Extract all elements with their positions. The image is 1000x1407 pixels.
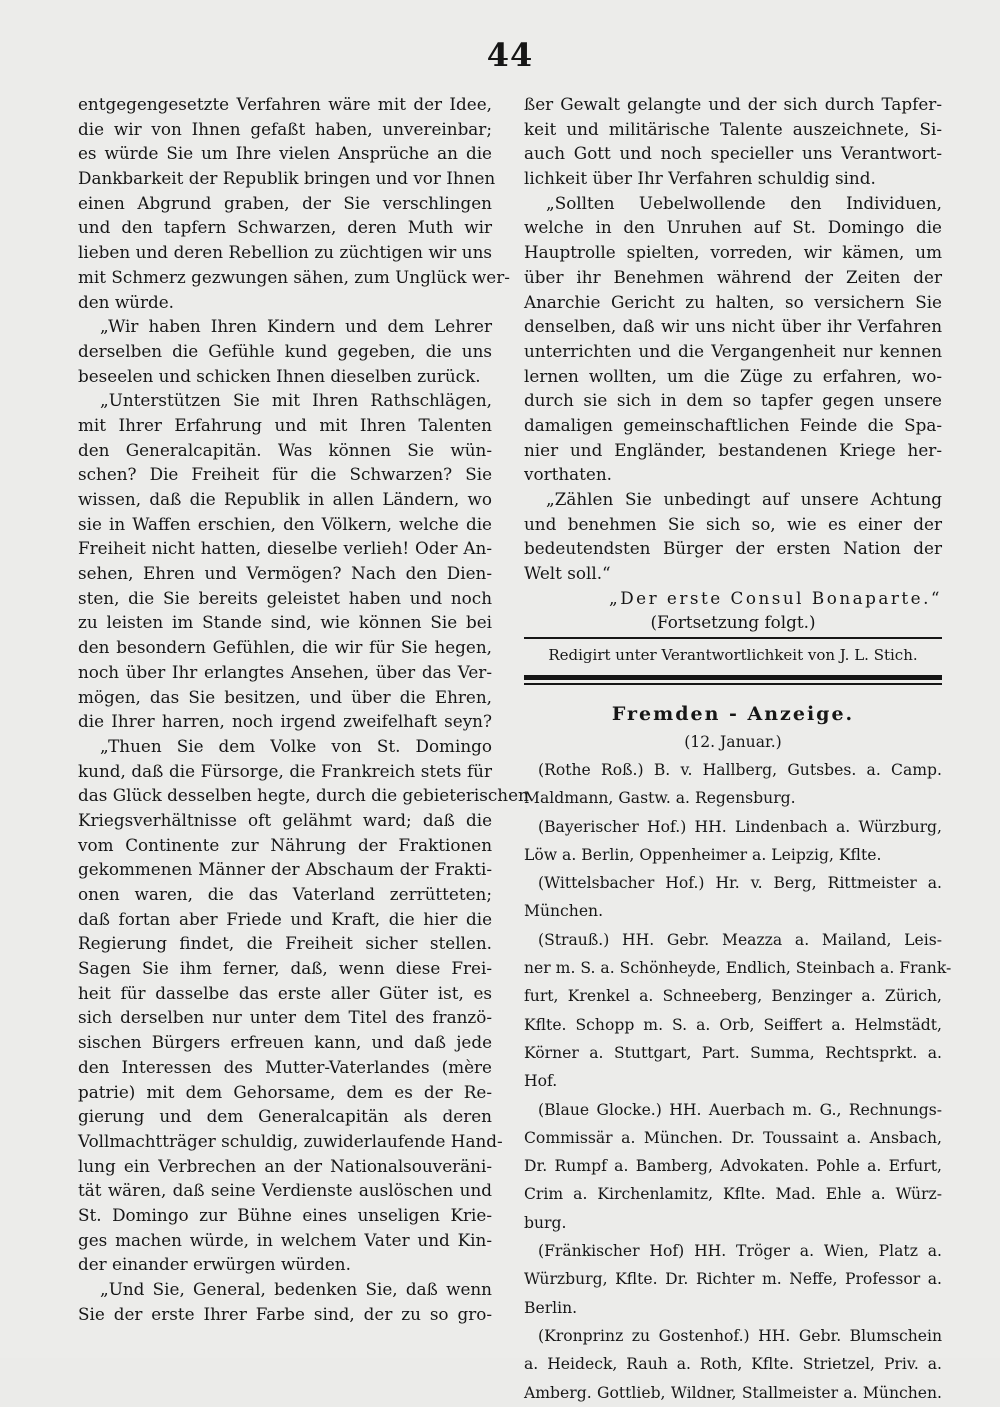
fremden-anzeige-section <box>524 700 952 1407</box>
text-line: der einander erwürgen würden. <box>78 1254 351 1275</box>
text-line: ges machen würde, in welchem Vater und Kin- <box>78 1229 492 1250</box>
text-line: den besondern Gefühlen, die wir für Sie hegen, <box>78 637 492 658</box>
text-line: lieben und deren Rebellion zu züchtigen wir uns <box>78 242 492 263</box>
fremden-entry-line: (Rothe Roß.) B. v. Hallberg, Gutsbes. a. Camp. <box>538 761 942 779</box>
text-line: denselben, daß wir uns nicht über ihr Verfahren <box>524 316 942 337</box>
text-line: wissen, daß die Republik in allen Ländern, wo <box>78 489 492 509</box>
fremden-entry-line: Dr. Rumpf a. Bamberg, Advokaten. Pohle a. Erfurt, <box>524 1157 942 1176</box>
text-line: Kriegsverhältnisse oft gelähmt ward; daß die <box>78 809 492 830</box>
text-line: heit für dasselbe das erste aller Güter ist, es <box>78 982 492 1003</box>
fremden-entry-line: (Blaue Glocke.) HH. Auerbach m. G., Rechnungs- <box>538 1100 942 1119</box>
fremden-entry-line: (Strauß.) HH. Gebr. Meazza a. Mailand, Leis- <box>538 930 942 949</box>
text-line: über ihr Benehmen während der Zeiten der <box>524 266 942 287</box>
text-line: lernen wollten, um die Züge zu erfahren, wo- <box>524 365 942 386</box>
text-line: nier und Engländer, bestandenen Kriege her- <box>524 439 942 460</box>
text-line: tät wären, daß seine Verdienste auslöschen und <box>78 1180 492 1201</box>
text-line: es würde Sie um Ihre vielen Ansprüche an die <box>78 143 492 164</box>
fremden-entry-line: burg. <box>524 1213 567 1232</box>
text-line: durch sie sich in dem so tapfer gegen unsere <box>524 390 942 411</box>
fremden-entry-line: Körner a. Stuttgart, Part. Summa, Rechtsprkt. a. <box>524 1043 942 1062</box>
text-line: derselben die Gefühle kund gegeben, die uns <box>78 340 492 361</box>
fremden-entry-line: Commissär a. München. Dr. Toussaint a. Ansbach, <box>524 1128 942 1147</box>
fremden-entry-line: (Bayerischer Hof.) HH. Lindenbach a. Würzburg, <box>538 817 942 836</box>
text-line: St. Domingo zur Bühne eines unseligen Krie- <box>78 1204 492 1225</box>
text-line: welche in den Unruhen auf St. Domingo die <box>524 217 942 238</box>
text-line: sischen Bürgers erfreuen kann, und daß jede <box>78 1032 492 1053</box>
fremden-entry-line: Amberg. Gottlieb, Wildner, Stallmeister a. München. <box>524 1383 942 1402</box>
text-line: die Ihrer harren, noch irgend zweifelhaft seyn? <box>78 711 492 732</box>
text-line: sich derselben nur unter dem Titel des franzö- <box>78 1007 492 1028</box>
text-line: und den tapfern Schwarzen, deren Muth wir <box>78 217 492 238</box>
text-line: sehen, Ehren und Vermögen? Nach den Dien- <box>78 563 492 584</box>
fremden-date: (12. Januar.) <box>684 733 782 751</box>
text-line: vorthaten. <box>524 464 612 485</box>
text-line: keit und militärische Talente auszeichnete, Si- <box>524 118 942 139</box>
text-line: das Glück desselben hegte, durch die gebieterischen <box>78 785 529 806</box>
text-line: „Und Sie, General, bedenken Sie, daß wenn <box>100 1279 492 1299</box>
fremden-entry-line: Maldmann, Gastw. a. Regensburg. <box>524 789 796 808</box>
fremden-list <box>524 756 952 1407</box>
text-line: (Fortsetzung folgt.) <box>650 612 816 633</box>
fremden-entry-line: Löw a. Berlin, Oppenheimer a. Leipzig, Kflte. <box>524 845 882 864</box>
text-line: den würde. <box>78 291 175 312</box>
text-line: Anarchie Gericht zu halten, so versichern Sie <box>524 291 942 312</box>
text-line: patrie) mit dem Gehorsame, dem es der Re- <box>78 1081 492 1102</box>
fremden-entry-line: furt, Krenkel a. Schneeberg, Benzinger a. Zürich, <box>524 987 942 1006</box>
text-line: beseelen und schicken Ihnen dieselben zurück. <box>78 365 481 386</box>
text-line: lung ein Verbrechen an der Nationalsouveräni- <box>78 1155 492 1176</box>
fremden-entry-line: (Fränkischer Hof) HH. Tröger a. Wien, Platz a. <box>538 1242 942 1261</box>
text-line: einen Abgrund graben, der Sie verschlingen <box>78 192 492 213</box>
fremden-entry-line: Hof. <box>524 1072 558 1091</box>
text-line: Sie der erste Ihrer Farbe sind, der zu so gro- <box>78 1303 492 1324</box>
fremden-heading: Fremden - Anzeige. <box>611 703 855 725</box>
fremden-entry-line: ner m. S. a. Schönheyde, Endlich, Steinbach a. Frank- <box>524 959 952 978</box>
text-line: kund, daß die Fürsorge, die Frankreich stets für <box>78 760 492 781</box>
double-rule <box>524 683 942 685</box>
text-line: Hauptrolle spielten, vorreden, wir kämen, um <box>524 242 942 263</box>
text-line: sten, die Sie bereits geleistet haben und noch <box>78 587 492 608</box>
fremden-entry-line: Würzburg, Kflte. Dr. Richter m. Neffe, Professor a. <box>524 1270 942 1289</box>
text-line: den Generalcapitän. Was können Sie wün- <box>78 439 492 460</box>
text-line: zu leisten im Stande sind, wie können Sie bei <box>78 612 492 633</box>
text-line: gekommenen Männer der Abschaum der Frakti- <box>78 859 492 880</box>
fremden-entry-line: Berlin. <box>524 1298 578 1317</box>
text-line: mögen, das Sie besitzen, und über die Ehren, <box>78 686 492 707</box>
text-line: „Wir haben Ihren Kindern und dem Lehrer <box>100 316 492 337</box>
text-line: „Thuen Sie dem Volke von St. Domingo <box>100 735 492 756</box>
text-line: Regierung findet, die Freiheit sicher stellen. <box>78 933 492 954</box>
thick-rule <box>524 675 942 680</box>
right-column <box>524 92 942 635</box>
text-line: „Unterstützen Sie mit Ihren Rathschlägen, <box>100 390 492 411</box>
text-line: vom Continente zur Nährung der Fraktionen <box>78 834 492 855</box>
text-line: unterrichten und die Vergangenheit nur kennen <box>524 340 942 361</box>
text-line: die wir von Ihnen gefaßt haben, unvereinbar; <box>78 118 492 139</box>
editor-credit: Redigirt unter Verantwortlichkeit von J. L. Stich. <box>548 646 918 664</box>
text-line: Vollmachtträger schuldig, zuwiderlaufende Hand- <box>78 1130 503 1151</box>
page-number: 44 <box>486 36 534 74</box>
text-line: und benehmen Sie sich so, wie es einer der <box>524 513 942 534</box>
text-line: schen? Die Freiheit für die Schwarzen? Sie <box>78 464 492 485</box>
text-line: ßer Gewalt gelangte und der sich durch Tapfer- <box>524 94 942 114</box>
text-line: damaligen gemeinschaftlichen Feinde die Spa- <box>524 414 942 435</box>
text-line: mit Schmerz gezwungen sähen, zum Unglück wer- <box>78 266 510 287</box>
fremden-entry-line: (Kronprinz zu Gostenhof.) HH. Gebr. Blumschein <box>538 1326 942 1345</box>
text-line: Freiheit nicht hatten, dieselbe verlieh! Oder An- <box>78 538 492 559</box>
fremden-entry-line: a. Heideck, Rauh a. Roth, Kflte. Strietzel, Priv. a. <box>524 1355 942 1374</box>
text-line: den Interessen des Mutter-Vaterlandes (mère <box>78 1056 492 1077</box>
fremden-entry-line: München. <box>524 902 604 921</box>
left-column <box>78 92 529 1326</box>
text-line: bedeutendsten Bürger der ersten Nation der <box>524 538 942 559</box>
text-line: entgegengesetzte Verfahren wäre mit der Idee, <box>78 94 492 114</box>
text-line: noch über Ihr erlangtes Ansehen, über das Ver- <box>78 661 492 682</box>
text-line: sie in Waffen erschien, den Völkern, welche die <box>78 513 492 534</box>
text-line: Dankbarkeit der Republik bringen und vor Ihnen <box>78 168 496 189</box>
text-line: daß fortan aber Friede und Kraft, die hier die <box>78 908 492 929</box>
text-line: „Der erste Consul Bonaparte.“ <box>609 587 942 608</box>
text-line: Sagen Sie ihm ferner, daß, wenn diese Frei- <box>78 958 492 979</box>
text-line: auch Gott und noch specieller uns Verantwort- <box>524 143 942 164</box>
text-line: gierung und dem Generalcapitän als deren <box>78 1106 492 1127</box>
text-line: onen waren, die das Vaterland zerrütteten; <box>78 884 492 904</box>
text-line: lichkeit über Ihr Verfahren schuldig sind. <box>524 168 876 189</box>
text-line: mit Ihrer Erfahrung und mit Ihren Talenten <box>78 414 492 435</box>
text-line: Welt soll.“ <box>524 563 611 584</box>
fremden-entry-line: Kflte. Schopp m. S. a. Orb, Seiffert a. Helmstädt, <box>524 1015 942 1034</box>
fremden-entry-line: Crim a. Kirchenlamitz, Kflte. Mad. Ehle a. Würz- <box>524 1185 942 1204</box>
text-line: „Sollten Uebelwollende den Individuen, <box>546 192 942 213</box>
fremden-entry-line: (Wittelsbacher Hof.) Hr. v. Berg, Rittmeister a. <box>538 874 942 893</box>
text-line: „Zählen Sie unbedingt auf unsere Achtung <box>546 489 942 509</box>
thin-rule <box>524 637 942 639</box>
